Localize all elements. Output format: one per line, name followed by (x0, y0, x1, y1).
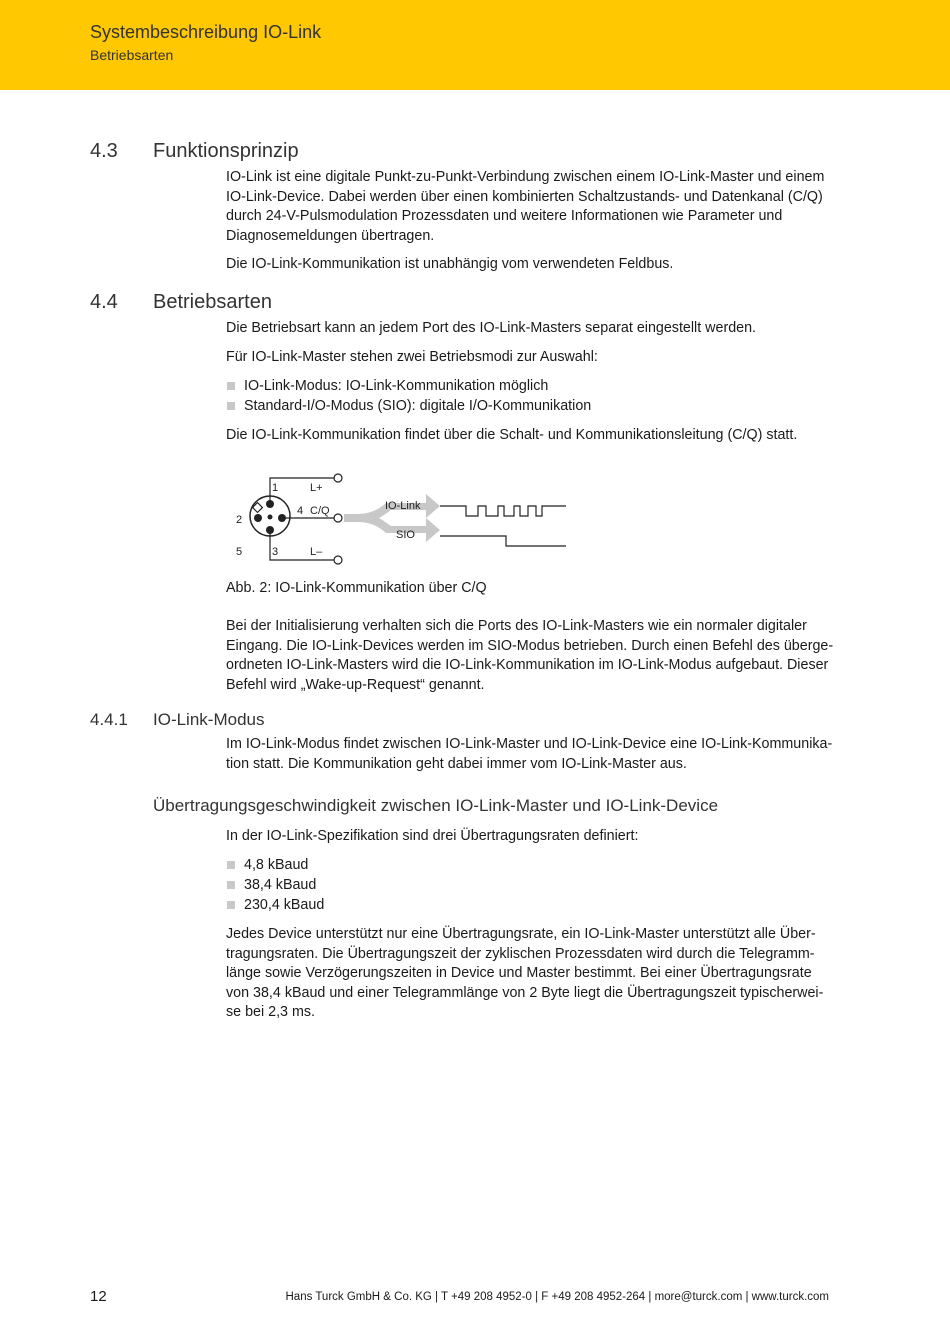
iolink-signal-waveform (440, 506, 566, 516)
paragraph-betriebsmodi: Für IO-Link-Master stehen zwei Betriebsmodi zur Auswahl: (226, 349, 598, 365)
paragraph-cq: Die IO-Link-Kommunikation findet über die Schalt- und Kommunikationsleitung (C/Q) statt. (226, 427, 798, 443)
paragraph-betriebsart: Die Betriebsart kann an jedem Port des IO-Link-Masters separat eingestellt werden. (226, 320, 757, 336)
paragraph-feldbus: Die IO-Link-Kommunikation ist unabhängig vom verwendeten Feldbus. (226, 256, 674, 272)
terminal-cq-icon (334, 514, 342, 522)
page-header (0, 0, 950, 90)
section-title-iolink-modus: IO-Link-Modus (153, 710, 265, 729)
terminal-lplus-icon (334, 474, 342, 482)
bullet-square-icon (227, 861, 235, 869)
iolink-communication-diagram (226, 466, 586, 574)
sio-signal-waveform (440, 536, 566, 546)
list-betriebsmodi (226, 376, 862, 416)
pin-label-3: 3 (272, 546, 279, 558)
section-number-4-4: 4.4 (90, 291, 118, 313)
paragraph-initialisierung: Bei der Initialisierung verhalten sich die Ports des IO-Link-Masters wie ein normaler digitaler Eingang. Die IO-Link-Devices werden im SIO-Modus betrieben. Durch einen Befehl des überge- ordneten IO-Link-Masters wird die IO-Link-Kommunikation im IO-Link-Modus aufgebaut. Dieser Befehl wird „Wake-up-Request“ genannt. (226, 618, 834, 693)
section-number-4-4-1: 4.4.1 (90, 710, 128, 729)
bullet-square-icon (227, 881, 235, 889)
pin-label-1: 1 (272, 482, 279, 494)
chapter-title: Betriebsarten (90, 47, 174, 63)
label-iolink: IO-Link (385, 500, 421, 512)
list-item: 4,8 kBaud (226, 855, 862, 875)
paragraph-funktionsprinzip: IO-Link ist eine digitale Punkt-zu-Punkt-Verbindung zwischen einem IO-Link-Master und einem IO-Link-Device. Dabei werden über einen kombinierten Schaltzustands- und Datenkanal (C/Q) durch 24-V-Pulsmodulation Prozessdaten und weitere Informationen wie Parameter und Diagnosemeldungen übertragen. (226, 169, 825, 244)
footer-contact: Hans Turck GmbH & Co. KG | T +49 208 4952-0 | F +49 208 4952-264 | more@turck.com | www.turck.com (285, 1291, 829, 1303)
label-lplus: L+ (310, 482, 323, 494)
list-item: 230,4 kBaud (226, 895, 862, 915)
list-item: Standard-I/O-Modus (SIO): digitale I/O-Kommunikation (226, 396, 862, 416)
section-title-betriebsarten: Betriebsarten (153, 291, 272, 313)
label-cq: C/Q (310, 505, 330, 517)
document-title: Systembeschreibung IO-Link (90, 22, 322, 42)
subheading-uebertragungsgeschwindigkeit: Übertragungsgeschwindigkeit zwischen IO-Link-Master und IO-Link-Device (153, 796, 719, 815)
bullet-square-icon (227, 402, 235, 410)
bullet-square-icon (227, 382, 235, 390)
pin-label-4: 4 (297, 505, 304, 517)
label-sio: SIO (396, 529, 415, 541)
terminal-lminus-icon (334, 556, 342, 564)
paragraph-uebertragungszeit: Jedes Device unterstützt nur eine Übertragungsrate, ein IO-Link-Master unterstützt alle Über- tragungsraten. Die Übertragungszeit der zyklischen Prozessdaten wird durch die Telegramm- länge sowie Verzögerungszeiten in Device und Master bestimmt. Bei einer Übertragungsrate von 38,4 kBaud und einer Telegrammlänge von 2 Byte liegt die Übertragungszeit typischerwei- se bei 2,3 ms. (226, 926, 824, 1020)
section-title-funktionsprinzip: Funktionsprinzip (153, 140, 299, 162)
list-item: IO-Link-Modus: IO-Link-Kommunikation möglich (226, 376, 862, 396)
wire-lminus (270, 530, 338, 560)
paragraph-iolink-modus: Im IO-Link-Modus findet zwischen IO-Link-Master und IO-Link-Device eine IO-Link-Kommunika- tion statt. Die Kommunikation geht dabei immer vom IO-Link-Master aus. (226, 736, 833, 772)
list-uebertragungsraten (226, 855, 862, 915)
list-item: 38,4 kBaud (226, 875, 862, 895)
pin-label-5: 5 (236, 546, 243, 558)
figure-caption: Abb. 2: IO-Link-Kommunikation über C/Q (226, 580, 487, 596)
page-number: 12 (90, 1288, 107, 1305)
paragraph-uebertragungsraten: In der IO-Link-Spezifikation sind drei Übertragungsraten definiert: (226, 828, 639, 844)
section-number-4-3: 4.3 (90, 140, 118, 162)
bullet-square-icon (227, 901, 235, 909)
label-lminus: L– (310, 546, 323, 558)
pin-label-2: 2 (236, 514, 243, 526)
